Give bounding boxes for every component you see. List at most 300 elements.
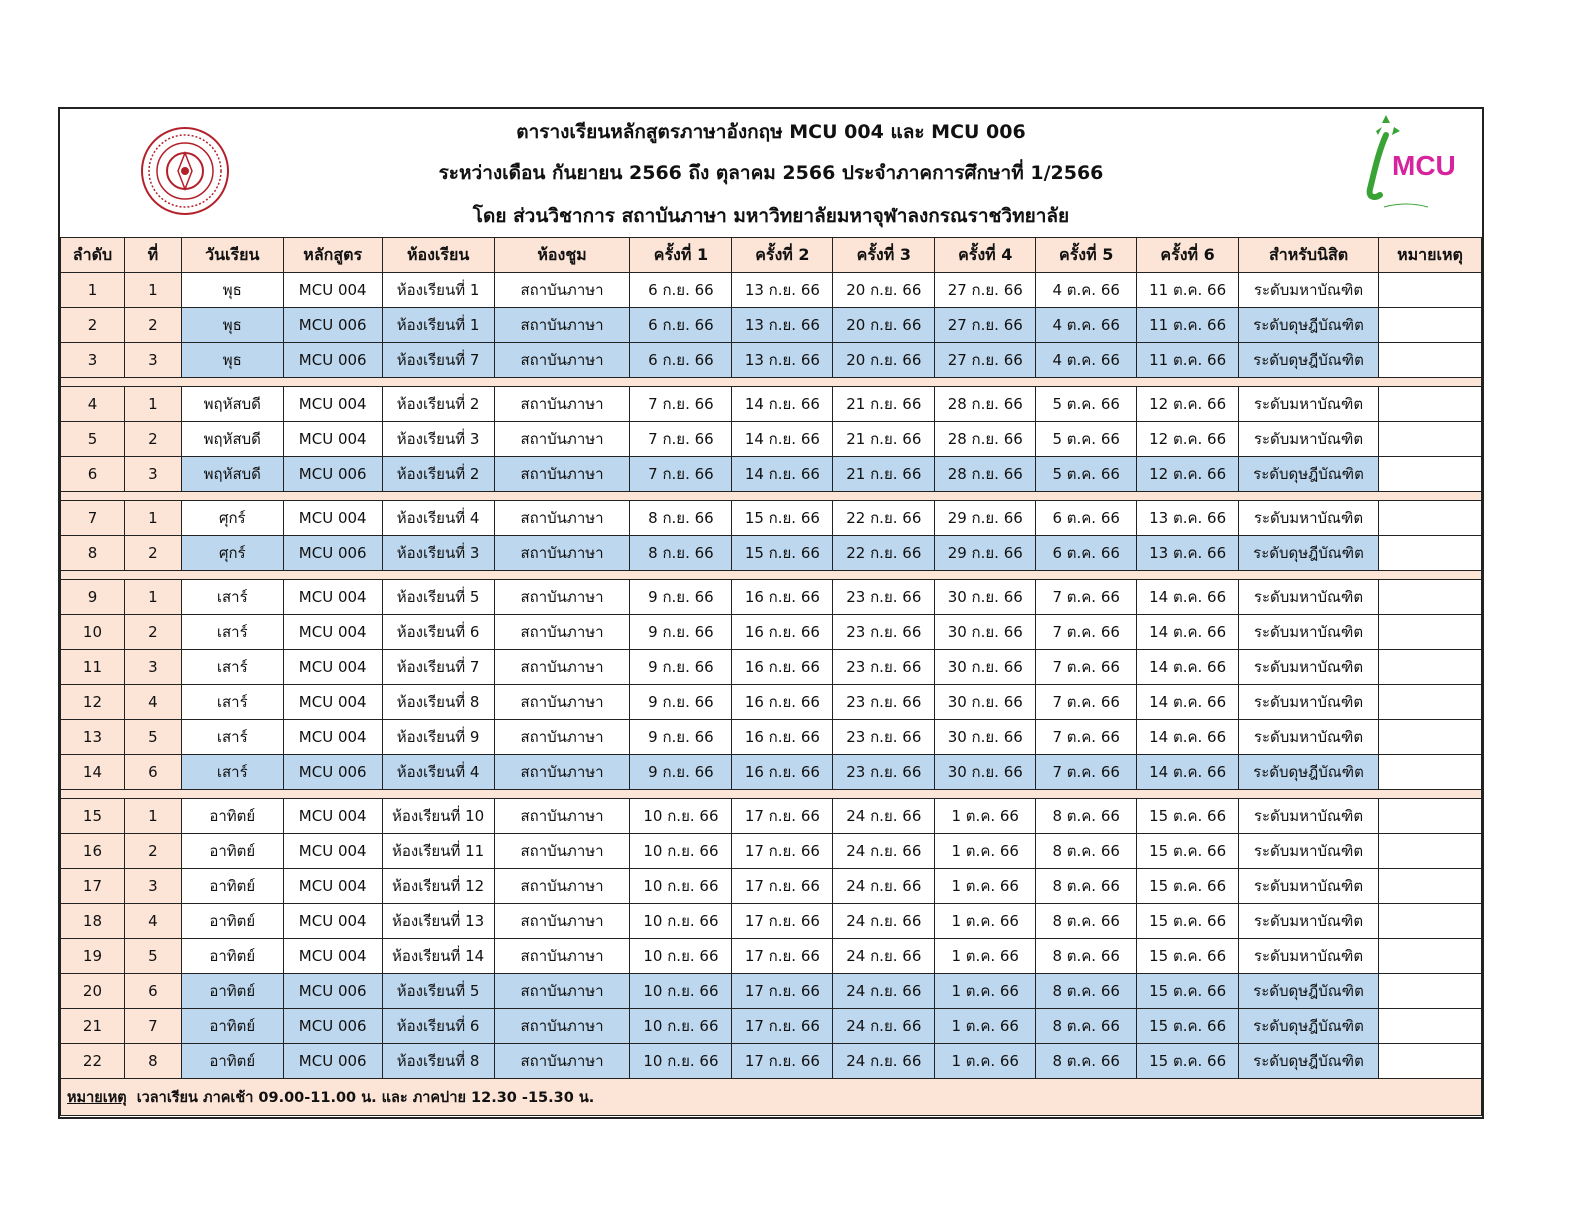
classroom-cell: ห้องเรียนที่ 5 (382, 974, 494, 1009)
group-separator (61, 790, 1482, 799)
classroom-cell: ห้องเรียนที่ 12 (382, 869, 494, 904)
session-6-date-cell: 15 ต.ค. 66 (1137, 1009, 1239, 1044)
study-day-cell: พฤหัสบดี (181, 387, 283, 422)
course-code-cell: MCU 004 (283, 869, 382, 904)
schedule-sheet (58, 107, 1484, 1119)
venue-cell: สถาบันภาษา (494, 387, 630, 422)
session-1-date-cell: 7 ก.ย. 66 (630, 457, 732, 492)
row-number-cell: 9 (61, 580, 125, 615)
table-row (61, 650, 1482, 685)
student-level-cell: ระดับดุษฎีบัณฑิต (1239, 536, 1379, 571)
session-5-date-cell: 8 ต.ค. 66 (1036, 974, 1137, 1009)
session-4-date-cell: 30 ก.ย. 66 (935, 720, 1036, 755)
study-day-cell: ศุกร์ (181, 536, 283, 571)
row-number-cell: 2 (61, 308, 125, 343)
group-index-cell: 5 (124, 939, 181, 974)
group-separator (61, 378, 1482, 387)
session-5-date-cell: 6 ต.ค. 66 (1036, 536, 1137, 571)
student-level-cell: ระดับมหาบัณฑิต (1239, 501, 1379, 536)
session-1-date-cell: 10 ก.ย. 66 (630, 834, 732, 869)
remark-cell (1379, 1044, 1482, 1079)
group-index-cell: 3 (124, 869, 181, 904)
session-3-date-cell: 20 ก.ย. 66 (833, 308, 935, 343)
row-number-cell: 16 (61, 834, 125, 869)
session-5-date-cell: 8 ต.ค. 66 (1036, 799, 1137, 834)
row-number-cell: 6 (61, 457, 125, 492)
classroom-cell: ห้องเรียนที่ 2 (382, 457, 494, 492)
session-4-date-cell: 27 ก.ย. 66 (935, 308, 1036, 343)
session-2-date-cell: 14 ก.ย. 66 (732, 457, 833, 492)
classroom-cell: ห้องเรียนที่ 8 (382, 685, 494, 720)
session-5-date-cell: 7 ต.ค. 66 (1036, 685, 1137, 720)
table-row (61, 834, 1482, 869)
row-number-cell: 1 (61, 273, 125, 308)
row-number-cell: 20 (61, 974, 125, 1009)
study-day-cell: เสาร์ (181, 685, 283, 720)
row-number-cell: 8 (61, 536, 125, 571)
session-2-date-cell: 13 ก.ย. 66 (732, 343, 833, 378)
student-level-cell: ระดับดุษฎีบัณฑิต (1239, 343, 1379, 378)
group-separator (61, 571, 1482, 580)
course-code-cell: MCU 004 (283, 422, 382, 457)
table-row (61, 869, 1482, 904)
remark-cell (1379, 650, 1482, 685)
study-day-cell: อาทิตย์ (181, 1009, 283, 1044)
session-5-date-cell: 8 ต.ค. 66 (1036, 1044, 1137, 1079)
column-header: สำหรับนิสิต (1239, 238, 1379, 273)
venue-cell: สถาบันภาษา (494, 939, 630, 974)
classroom-cell: ห้องเรียนที่ 1 (382, 308, 494, 343)
study-day-cell: อาทิตย์ (181, 869, 283, 904)
venue-cell: สถาบันภาษา (494, 308, 630, 343)
remark-cell (1379, 387, 1482, 422)
venue-cell: สถาบันภาษา (494, 457, 630, 492)
session-6-date-cell: 14 ต.ค. 66 (1137, 650, 1239, 685)
title-line-1: ตารางเรียนหลักสูตรภาษาอังกฤษ MCU 004 และ MCU 006 (516, 121, 1026, 143)
group-index-cell: 4 (124, 904, 181, 939)
remark-cell (1379, 720, 1482, 755)
group-index-cell: 6 (124, 974, 181, 1009)
session-3-date-cell: 23 ก.ย. 66 (833, 650, 935, 685)
session-1-date-cell: 7 ก.ย. 66 (630, 387, 732, 422)
study-day-cell: อาทิตย์ (181, 1044, 283, 1079)
session-1-date-cell: 10 ก.ย. 66 (630, 974, 732, 1009)
remark-cell (1379, 615, 1482, 650)
remark-cell (1379, 904, 1482, 939)
session-3-date-cell: 23 ก.ย. 66 (833, 720, 935, 755)
study-day-cell: พุธ (181, 308, 283, 343)
row-number-cell: 4 (61, 387, 125, 422)
course-code-cell: MCU 004 (283, 273, 382, 308)
session-1-date-cell: 10 ก.ย. 66 (630, 904, 732, 939)
group-separator-cell (61, 378, 1482, 387)
course-code-cell: MCU 004 (283, 387, 382, 422)
session-3-date-cell: 23 ก.ย. 66 (833, 685, 935, 720)
session-1-date-cell: 6 ก.ย. 66 (630, 343, 732, 378)
student-level-cell: ระดับดุษฎีบัณฑิต (1239, 755, 1379, 790)
session-5-date-cell: 7 ต.ค. 66 (1036, 580, 1137, 615)
session-3-date-cell: 20 ก.ย. 66 (833, 273, 935, 308)
group-index-cell: 2 (124, 308, 181, 343)
column-header: หมายเหตุ (1379, 238, 1482, 273)
student-level-cell: ระดับมหาบัณฑิต (1239, 580, 1379, 615)
session-5-date-cell: 8 ต.ค. 66 (1036, 939, 1137, 974)
session-2-date-cell: 17 ก.ย. 66 (732, 974, 833, 1009)
group-index-cell: 7 (124, 1009, 181, 1044)
student-level-cell: ระดับมหาบัณฑิต (1239, 422, 1379, 457)
session-4-date-cell: 27 ก.ย. 66 (935, 343, 1036, 378)
column-header: ห้องชูม (494, 238, 630, 273)
session-6-date-cell: 14 ต.ค. 66 (1137, 580, 1239, 615)
session-5-date-cell: 5 ต.ค. 66 (1036, 387, 1137, 422)
venue-cell: สถาบันภาษา (494, 650, 630, 685)
group-index-cell: 1 (124, 273, 181, 308)
session-2-date-cell: 13 ก.ย. 66 (732, 273, 833, 308)
session-3-date-cell: 24 ก.ย. 66 (833, 799, 935, 834)
classroom-cell: ห้องเรียนที่ 6 (382, 615, 494, 650)
session-1-date-cell: 7 ก.ย. 66 (630, 422, 732, 457)
table-header-row (61, 238, 1482, 273)
course-code-cell: MCU 006 (283, 974, 382, 1009)
session-5-date-cell: 8 ต.ค. 66 (1036, 834, 1137, 869)
column-header: ครั้งที่ 2 (732, 238, 833, 273)
session-1-date-cell: 6 ก.ย. 66 (630, 308, 732, 343)
student-level-cell: ระดับดุษฎีบัณฑิต (1239, 1009, 1379, 1044)
group-index-cell: 6 (124, 755, 181, 790)
session-5-date-cell: 4 ต.ค. 66 (1036, 343, 1137, 378)
session-4-date-cell: 29 ก.ย. 66 (935, 536, 1036, 571)
group-index-cell: 1 (124, 799, 181, 834)
classroom-cell: ห้องเรียนที่ 1 (382, 273, 494, 308)
session-3-date-cell: 22 ก.ย. 66 (833, 501, 935, 536)
student-level-cell: ระดับดุษฎีบัณฑิต (1239, 974, 1379, 1009)
remark-cell (1379, 939, 1482, 974)
course-code-cell: MCU 004 (283, 615, 382, 650)
remark-cell (1379, 974, 1482, 1009)
venue-cell: สถาบันภาษา (494, 501, 630, 536)
study-day-cell: เสาร์ (181, 615, 283, 650)
column-header: หลักสูตร (283, 238, 382, 273)
session-4-date-cell: 30 ก.ย. 66 (935, 650, 1036, 685)
group-index-cell: 2 (124, 536, 181, 571)
remark-cell (1379, 580, 1482, 615)
session-5-date-cell: 4 ต.ค. 66 (1036, 273, 1137, 308)
session-6-date-cell: 15 ต.ค. 66 (1137, 1044, 1239, 1079)
session-6-date-cell: 12 ต.ค. 66 (1137, 422, 1239, 457)
session-5-date-cell: 8 ต.ค. 66 (1036, 869, 1137, 904)
footer-note-cell (61, 1079, 1482, 1116)
group-index-cell: 3 (124, 650, 181, 685)
session-4-date-cell: 1 ต.ค. 66 (935, 904, 1036, 939)
classroom-cell: ห้องเรียนที่ 10 (382, 799, 494, 834)
session-1-date-cell: 9 ก.ย. 66 (630, 685, 732, 720)
session-4-date-cell: 28 ก.ย. 66 (935, 422, 1036, 457)
session-2-date-cell: 14 ก.ย. 66 (732, 422, 833, 457)
row-number-cell: 14 (61, 755, 125, 790)
session-5-date-cell: 7 ต.ค. 66 (1036, 650, 1137, 685)
session-6-date-cell: 11 ต.ค. 66 (1137, 308, 1239, 343)
classroom-cell: ห้องเรียนที่ 4 (382, 755, 494, 790)
session-2-date-cell: 17 ก.ย. 66 (732, 939, 833, 974)
session-4-date-cell: 27 ก.ย. 66 (935, 273, 1036, 308)
course-code-cell: MCU 004 (283, 834, 382, 869)
session-3-date-cell: 24 ก.ย. 66 (833, 1009, 935, 1044)
session-2-date-cell: 17 ก.ย. 66 (732, 904, 833, 939)
column-header: ที่ (124, 238, 181, 273)
session-2-date-cell: 16 ก.ย. 66 (732, 720, 833, 755)
venue-cell: สถาบันภาษา (494, 869, 630, 904)
study-day-cell: อาทิตย์ (181, 799, 283, 834)
session-6-date-cell: 14 ต.ค. 66 (1137, 685, 1239, 720)
classroom-cell: ห้องเรียนที่ 4 (382, 501, 494, 536)
footer-note-label: หมายเหตุ (67, 1089, 127, 1106)
session-6-date-cell: 14 ต.ค. 66 (1137, 615, 1239, 650)
study-day-cell: เสาร์ (181, 720, 283, 755)
student-level-cell: ระดับมหาบัณฑิต (1239, 685, 1379, 720)
session-3-date-cell: 20 ก.ย. 66 (833, 343, 935, 378)
session-1-date-cell: 9 ก.ย. 66 (630, 755, 732, 790)
session-1-date-cell: 9 ก.ย. 66 (630, 650, 732, 685)
study-day-cell: พุธ (181, 273, 283, 308)
venue-cell: สถาบันภาษา (494, 1009, 630, 1044)
group-index-cell: 2 (124, 615, 181, 650)
table-row (61, 580, 1482, 615)
session-4-date-cell: 1 ต.ค. 66 (935, 1044, 1036, 1079)
course-code-cell: MCU 004 (283, 939, 382, 974)
session-1-date-cell: 9 ก.ย. 66 (630, 615, 732, 650)
table-row (61, 273, 1482, 308)
table-row (61, 308, 1482, 343)
study-day-cell: อาทิตย์ (181, 939, 283, 974)
group-index-cell: 4 (124, 685, 181, 720)
session-3-date-cell: 21 ก.ย. 66 (833, 457, 935, 492)
session-3-date-cell: 23 ก.ย. 66 (833, 615, 935, 650)
remark-cell (1379, 755, 1482, 790)
column-header: ลำดับ (61, 238, 125, 273)
venue-cell: สถาบันภาษา (494, 615, 630, 650)
row-number-cell: 19 (61, 939, 125, 974)
course-code-cell: MCU 006 (283, 308, 382, 343)
table-row (61, 457, 1482, 492)
session-2-date-cell: 17 ก.ย. 66 (732, 834, 833, 869)
session-3-date-cell: 24 ก.ย. 66 (833, 904, 935, 939)
row-number-cell: 18 (61, 904, 125, 939)
group-separator (61, 492, 1482, 501)
table-row (61, 685, 1482, 720)
session-5-date-cell: 6 ต.ค. 66 (1036, 501, 1137, 536)
session-2-date-cell: 15 ก.ย. 66 (732, 501, 833, 536)
study-day-cell: เสาร์ (181, 650, 283, 685)
remark-cell (1379, 343, 1482, 378)
session-3-date-cell: 22 ก.ย. 66 (833, 536, 935, 571)
classroom-cell: ห้องเรียนที่ 9 (382, 720, 494, 755)
session-1-date-cell: 10 ก.ย. 66 (630, 869, 732, 904)
session-3-date-cell: 23 ก.ย. 66 (833, 755, 935, 790)
course-code-cell: MCU 004 (283, 685, 382, 720)
study-day-cell: อาทิตย์ (181, 974, 283, 1009)
venue-cell: สถาบันภาษา (494, 834, 630, 869)
session-1-date-cell: 6 ก.ย. 66 (630, 273, 732, 308)
course-code-cell: MCU 006 (283, 536, 382, 571)
group-index-cell: 1 (124, 501, 181, 536)
footer-note-text: เวลาเรียน ภาคเช้า 09.00-11.00 น. และ ภาคบ่าย 12.30 -15.30 น. (136, 1089, 595, 1106)
classroom-cell: ห้องเรียนที่ 2 (382, 387, 494, 422)
footer-note-row (61, 1079, 1482, 1116)
session-2-date-cell: 16 ก.ย. 66 (732, 685, 833, 720)
course-code-cell: MCU 006 (283, 755, 382, 790)
classroom-cell: ห้องเรียนที่ 11 (382, 834, 494, 869)
session-2-date-cell: 15 ก.ย. 66 (732, 536, 833, 571)
venue-cell: สถาบันภาษา (494, 720, 630, 755)
session-6-date-cell: 13 ต.ค. 66 (1137, 501, 1239, 536)
classroom-cell: ห้องเรียนที่ 6 (382, 1009, 494, 1044)
session-4-date-cell: 30 ก.ย. 66 (935, 755, 1036, 790)
study-day-cell: ศุกร์ (181, 501, 283, 536)
venue-cell: สถาบันภาษา (494, 904, 630, 939)
venue-cell: สถาบันภาษา (494, 799, 630, 834)
session-2-date-cell: 17 ก.ย. 66 (732, 1009, 833, 1044)
remark-cell (1379, 273, 1482, 308)
classroom-cell: ห้องเรียนที่ 3 (382, 422, 494, 457)
column-header: วันเรียน (181, 238, 283, 273)
group-index-cell: 3 (124, 457, 181, 492)
session-5-date-cell: 5 ต.ค. 66 (1036, 422, 1137, 457)
session-2-date-cell: 17 ก.ย. 66 (732, 799, 833, 834)
student-level-cell: ระดับดุษฎีบัณฑิต (1239, 308, 1379, 343)
course-code-cell: MCU 004 (283, 720, 382, 755)
remark-cell (1379, 869, 1482, 904)
session-6-date-cell: 11 ต.ค. 66 (1137, 343, 1239, 378)
remark-cell (1379, 308, 1482, 343)
remark-cell (1379, 685, 1482, 720)
remark-cell (1379, 501, 1482, 536)
study-day-cell: เสาร์ (181, 580, 283, 615)
title-line-3: โดย ส่วนวิชาการ สถาบันภาษา มหาวิทยาลัยมหาจุฬาลงกรณราชวิทยาลัย (472, 205, 1070, 227)
classroom-cell: ห้องเรียนที่ 7 (382, 650, 494, 685)
group-index-cell: 5 (124, 720, 181, 755)
course-code-cell: MCU 004 (283, 501, 382, 536)
session-6-date-cell: 12 ต.ค. 66 (1137, 387, 1239, 422)
session-6-date-cell: 12 ต.ค. 66 (1137, 457, 1239, 492)
row-number-cell: 3 (61, 343, 125, 378)
session-6-date-cell: 15 ต.ค. 66 (1137, 904, 1239, 939)
schedule-table (60, 237, 1482, 1116)
column-header: ครั้งที่ 5 (1036, 238, 1137, 273)
remark-cell (1379, 422, 1482, 457)
venue-cell: สถาบันภาษา (494, 273, 630, 308)
study-day-cell: พฤหัสบดี (181, 422, 283, 457)
classroom-cell: ห้องเรียนที่ 3 (382, 536, 494, 571)
classroom-cell: ห้องเรียนที่ 8 (382, 1044, 494, 1079)
student-level-cell: ระดับมหาบัณฑิต (1239, 799, 1379, 834)
study-day-cell: เสาร์ (181, 755, 283, 790)
venue-cell: สถาบันภาษา (494, 580, 630, 615)
study-day-cell: อาทิตย์ (181, 904, 283, 939)
table-row (61, 720, 1482, 755)
session-6-date-cell: 15 ต.ค. 66 (1137, 939, 1239, 974)
table-row (61, 1009, 1482, 1044)
table-row (61, 974, 1482, 1009)
venue-cell: สถาบันภาษา (494, 974, 630, 1009)
group-index-cell: 3 (124, 343, 181, 378)
session-6-date-cell: 13 ต.ค. 66 (1137, 536, 1239, 571)
session-1-date-cell: 8 ก.ย. 66 (630, 501, 732, 536)
column-header: ครั้งที่ 3 (833, 238, 935, 273)
venue-cell: สถาบันภาษา (494, 422, 630, 457)
session-1-date-cell: 9 ก.ย. 66 (630, 580, 732, 615)
student-level-cell: ระดับมหาบัณฑิต (1239, 387, 1379, 422)
session-2-date-cell: 16 ก.ย. 66 (732, 755, 833, 790)
row-number-cell: 15 (61, 799, 125, 834)
student-level-cell: ระดับมหาบัณฑิต (1239, 904, 1379, 939)
session-6-date-cell: 14 ต.ค. 66 (1137, 720, 1239, 755)
session-2-date-cell: 17 ก.ย. 66 (732, 1044, 833, 1079)
session-3-date-cell: 21 ก.ย. 66 (833, 387, 935, 422)
table-row (61, 799, 1482, 834)
session-2-date-cell: 16 ก.ย. 66 (732, 650, 833, 685)
study-day-cell: พฤหัสบดี (181, 457, 283, 492)
course-code-cell: MCU 004 (283, 799, 382, 834)
venue-cell: สถาบันภาษา (494, 1044, 630, 1079)
study-day-cell: อาทิตย์ (181, 834, 283, 869)
session-1-date-cell: 10 ก.ย. 66 (630, 939, 732, 974)
course-code-cell: MCU 006 (283, 457, 382, 492)
session-3-date-cell: 24 ก.ย. 66 (833, 834, 935, 869)
session-1-date-cell: 10 ก.ย. 66 (630, 799, 732, 834)
session-3-date-cell: 24 ก.ย. 66 (833, 1044, 935, 1079)
student-level-cell: ระดับมหาบัณฑิต (1239, 939, 1379, 974)
session-2-date-cell: 17 ก.ย. 66 (732, 869, 833, 904)
remark-cell (1379, 536, 1482, 571)
row-number-cell: 7 (61, 501, 125, 536)
student-level-cell: ระดับมหาบัณฑิต (1239, 273, 1379, 308)
session-6-date-cell: 14 ต.ค. 66 (1137, 755, 1239, 790)
student-level-cell: ระดับดุษฎีบัณฑิต (1239, 457, 1379, 492)
session-3-date-cell: 24 ก.ย. 66 (833, 869, 935, 904)
session-2-date-cell: 16 ก.ย. 66 (732, 615, 833, 650)
student-level-cell: ระดับมหาบัณฑิต (1239, 650, 1379, 685)
group-separator-cell (61, 790, 1482, 799)
session-1-date-cell: 10 ก.ย. 66 (630, 1044, 732, 1079)
venue-cell: สถาบันภาษา (494, 536, 630, 571)
course-code-cell: MCU 006 (283, 343, 382, 378)
column-header: ครั้งที่ 6 (1137, 238, 1239, 273)
session-4-date-cell: 1 ต.ค. 66 (935, 834, 1036, 869)
title-line-2: ระหว่างเดือน กันยายน 2566 ถึง ตุลาคม 2566 ประจำภาคการศึกษาที่ 1/2566 (438, 162, 1104, 184)
student-level-cell: ระดับมหาบัณฑิต (1239, 720, 1379, 755)
group-separator-cell (61, 492, 1482, 501)
session-5-date-cell: 7 ต.ค. 66 (1036, 755, 1137, 790)
row-number-cell: 21 (61, 1009, 125, 1044)
group-separator-cell (61, 571, 1482, 580)
classroom-cell: ห้องเรียนที่ 13 (382, 904, 494, 939)
session-4-date-cell: 28 ก.ย. 66 (935, 387, 1036, 422)
table-row (61, 1044, 1482, 1079)
session-6-date-cell: 11 ต.ค. 66 (1137, 273, 1239, 308)
session-1-date-cell: 9 ก.ย. 66 (630, 720, 732, 755)
student-level-cell: ระดับดุษฎีบัณฑิต (1239, 1044, 1379, 1079)
table-row (61, 422, 1482, 457)
session-5-date-cell: 5 ต.ค. 66 (1036, 457, 1137, 492)
group-index-cell: 8 (124, 1044, 181, 1079)
session-4-date-cell: 1 ต.ค. 66 (935, 1009, 1036, 1044)
session-4-date-cell: 29 ก.ย. 66 (935, 501, 1036, 536)
logo-text: MCU (1392, 150, 1456, 181)
row-number-cell: 10 (61, 615, 125, 650)
table-row (61, 387, 1482, 422)
sheet-header (60, 109, 1482, 237)
session-5-date-cell: 8 ต.ค. 66 (1036, 1009, 1137, 1044)
